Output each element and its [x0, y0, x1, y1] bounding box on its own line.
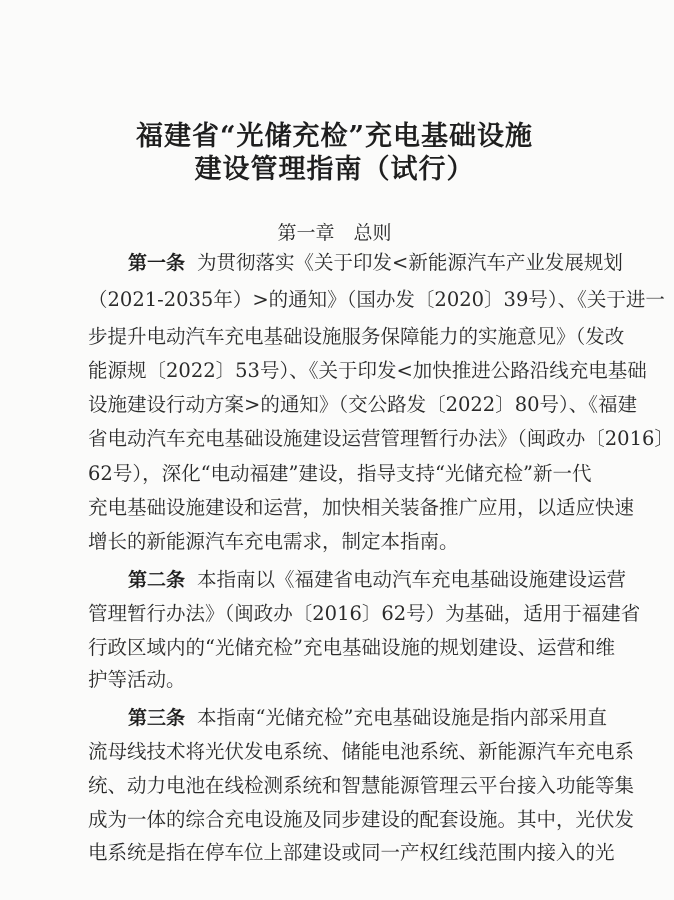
article-1-line-7: 62号），深化“电动福建”建设，指导支持“光储充检”新一代 — [88, 462, 592, 485]
article-1-line-3: 步提升电动汽车充电基础设施服务保障能力的实施意见》（发改 — [88, 325, 625, 348]
article-1-line-4: 能源规〔2022〕53号）、《关于印发<加快推进公路沿线充电基础 — [88, 359, 647, 382]
article-2-line-3: 行政区域内的“光储充检”充电基础设施的规划建设、运营和维 — [88, 636, 615, 659]
article-3-line-1 — [128, 703, 607, 733]
article-1-line-8: 充电基础设施建设和运营，加快相关装备推广应用，以适应快速 — [88, 496, 635, 519]
article-3-line-3: 统、动力电池在线检测系统和智慧能源管理云平台接入功能等集 — [88, 774, 635, 797]
article-1-lead: 第一条 — [128, 252, 186, 274]
article-1-line-2: （2021-2035年）>的通知》（国办发〔2020〕39号）、《关于进一 — [88, 288, 665, 311]
article-3-lead: 第三条 — [128, 707, 186, 729]
article-1-line-6: 省电动汽车充电基础设施建设运营管理暂行办法》（闽政办〔2016〕 — [88, 427, 674, 450]
article-1-text: 为贯彻落实《关于印发<新能源汽车产业发展规划 — [197, 251, 623, 274]
article-3-line-2: 流母线技术将光伏发电系统、储能电池系统、新能源汽车充电系 — [88, 740, 635, 763]
article-2-lead: 第二条 — [128, 569, 186, 591]
article-1-line-9: 增长的新能源汽车充电需求，制定本指南。 — [88, 530, 459, 553]
chapter-heading: 第一章 总则 — [277, 222, 392, 244]
document-title-line-2: 建设管理指南（试行） — [194, 154, 475, 185]
article-1-line-1 — [128, 248, 623, 278]
article-2-line-2: 管理暂行办法》（闽政办〔2016〕62号）为基础，适用于福建省 — [88, 602, 641, 625]
document-title-line-1: 福建省“光储充检”充电基础设施 — [135, 121, 534, 152]
article-2-text: 本指南以《福建省电动汽车充电基础设施建设运营 — [197, 568, 627, 591]
article-2-line-1 — [128, 565, 627, 595]
article-3-line-5: 电系统是指在停车位上部建设或同一产权红线范围内接入的光 — [88, 841, 615, 864]
article-3-text: 本指南“光储充检”充电基础设施是指内部采用直 — [197, 706, 607, 729]
article-2-line-4: 护等活动。 — [88, 668, 186, 691]
article-3-line-4: 成为一体的综合充电设施及同步建设的配套设施。其中，光伏发 — [88, 808, 635, 831]
article-1-line-5: 设施建设行动方案>的通知》（交公路发〔2022〕80号）、《福建 — [88, 393, 638, 416]
